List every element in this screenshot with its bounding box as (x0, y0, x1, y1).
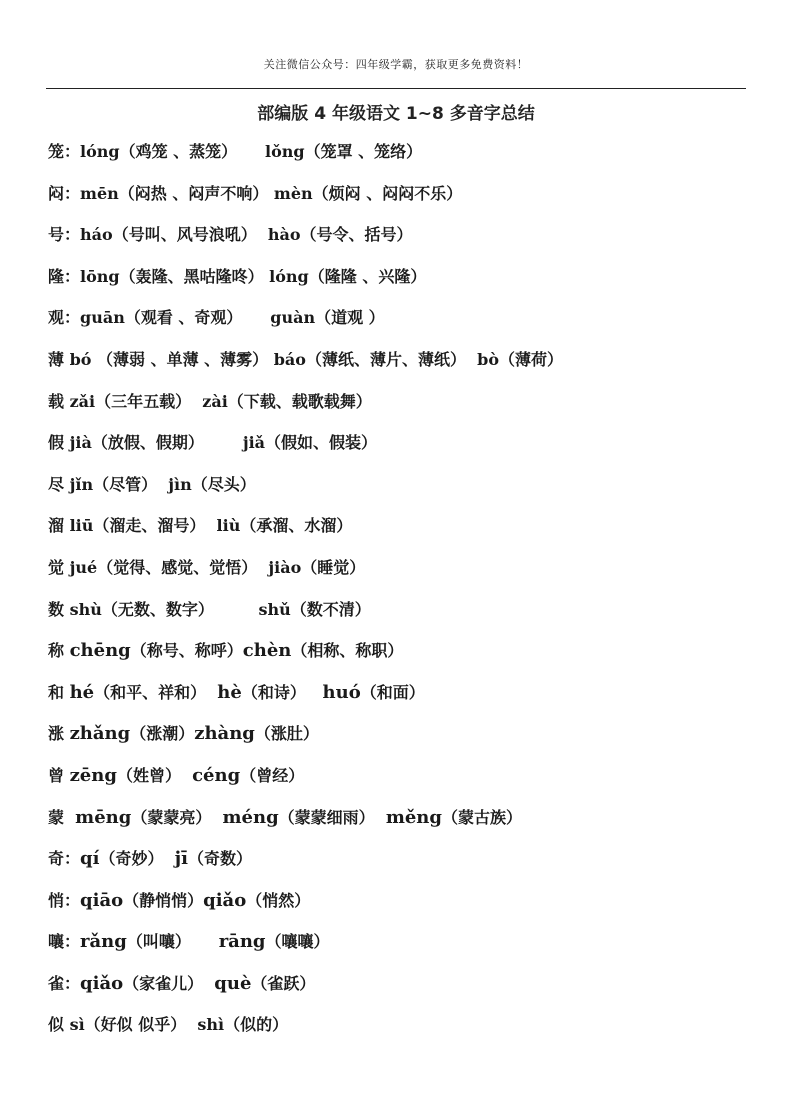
polyphone-entry (48, 763, 768, 805)
entry-text: 载 (48, 391, 70, 411)
entry-text: （无数、数字） (101, 599, 259, 619)
entry-text: （溜走、溜号） (93, 516, 217, 536)
entry-text: （鸡笼 、蒸笼） (119, 142, 266, 161)
entry-text: 隆： (48, 266, 81, 286)
polyphone-entry (48, 555, 768, 597)
entry-text: （蒙蒙亮） (131, 807, 223, 827)
pinyin-reading: měng (385, 806, 442, 828)
polyphone-entry (48, 472, 768, 514)
entry-text: （号令、括号） (300, 225, 413, 245)
entry-text: 笼： (48, 142, 81, 161)
pinyin-reading: lóng (80, 142, 120, 161)
entry-text: 尽 (48, 474, 70, 494)
pinyin-reading: bó (69, 349, 92, 369)
entry-text: （三年五载） (95, 391, 203, 411)
entry-text: （薄弱 、单薄 、薄雾） (91, 349, 274, 369)
polyphone-entry (48, 929, 768, 971)
polyphone-entry (48, 1012, 768, 1054)
entry-text: 嚷： (48, 932, 81, 952)
entry-text: （承溜、水溜） (240, 516, 353, 536)
pinyin-reading: qí (80, 848, 100, 870)
entry-text: （静悄悄） (123, 890, 204, 910)
entry-text: （和平、祥和） (94, 682, 218, 702)
pinyin-reading: jué (69, 557, 98, 577)
pinyin-reading: lǒng (265, 142, 305, 161)
pinyin-reading: jiào (268, 557, 302, 577)
entry-text: （烦闷 、闷闷不乐） (312, 183, 463, 203)
entry-text: （道观 ） (315, 308, 385, 328)
entry-text: （轰隆、黑咕隆咚） (119, 266, 270, 286)
polyphone-list (48, 139, 768, 1054)
header-divider (46, 88, 746, 89)
entry-text: （叫嚷） (126, 932, 219, 952)
pinyin-reading: chèn (242, 640, 292, 662)
pinyin-reading: céng (192, 764, 241, 786)
entry-text: 薄 (48, 349, 70, 369)
entry-text: （闷热 、闷声不响） (118, 183, 274, 203)
entry-text: （称号、称呼） (130, 641, 243, 661)
pinyin-reading: zài (202, 391, 228, 411)
polyphone-entry (48, 389, 768, 431)
pinyin-reading: mēn (80, 183, 119, 203)
pinyin-reading: lōng (80, 266, 120, 286)
polyphone-entry (48, 264, 768, 306)
entry-text: （悄然） (246, 890, 311, 910)
polyphone-entry (48, 638, 768, 680)
polyphone-entry (48, 513, 768, 555)
pinyin-reading: chēng (69, 640, 131, 662)
pinyin-reading: shì (197, 1015, 225, 1035)
polyphone-entry (48, 347, 768, 389)
entry-text: （薄荷） (498, 349, 563, 369)
entry-text: （假如、假装） (265, 433, 378, 453)
pinyin-reading: mèn (273, 183, 313, 203)
pinyin-reading: liù (216, 516, 241, 536)
pinyin-reading: jǐn (69, 474, 94, 494)
entry-text: （和诗） (241, 682, 323, 702)
pinyin-reading: què (214, 972, 252, 994)
pinyin-reading: báo (273, 349, 306, 369)
entry-text: （蒙古族） (441, 807, 522, 827)
entry-text: （蒙蒙细雨） (278, 807, 386, 827)
entry-text: 数 (48, 599, 70, 619)
entry-text: 闷： (48, 183, 81, 203)
entry-text: 溜 (48, 516, 70, 536)
pinyin-reading: zǎi (69, 391, 96, 411)
polyphone-entry (48, 805, 768, 847)
entry-text: 称 (48, 641, 70, 661)
entry-text: （奇妙） (99, 849, 175, 869)
entry-text: （觉得、感觉、觉悟） (97, 557, 269, 577)
pinyin-reading: mēng (75, 806, 132, 828)
entry-text: （嚷嚷） (265, 932, 330, 952)
entry-text: （相称、称职） (291, 641, 404, 661)
entry-text: 觉 (48, 557, 70, 577)
header-note: 关注微信公众号：四年级学霸，获取更多免费资料！ (263, 58, 529, 71)
polyphone-entry (48, 721, 768, 763)
pinyin-reading: bò (477, 349, 499, 369)
polyphone-entry (48, 680, 768, 722)
pinyin-reading: guàn (270, 308, 316, 328)
entry-text: （睡觉） (301, 557, 366, 577)
entry-text: （隆隆 、兴隆） (308, 266, 427, 286)
pinyin-reading: qiǎo (203, 889, 247, 911)
polyphone-entry (48, 222, 768, 264)
pinyin-reading: zēng (69, 764, 117, 786)
entry-text: （和面） (360, 682, 425, 702)
pinyin-reading: rǎng (80, 931, 127, 953)
entry-text: （涨肚） (254, 724, 319, 744)
pinyin-reading: sì (69, 1015, 85, 1035)
entry-text: （家雀儿） (123, 973, 215, 993)
pinyin-reading: qiǎo (80, 972, 124, 994)
pinyin-reading: shǔ (258, 599, 291, 619)
polyphone-entry (48, 305, 768, 347)
pinyin-reading: zhǎng (69, 723, 131, 745)
polyphone-entry (48, 181, 768, 223)
pinyin-reading: liū (69, 516, 94, 536)
entry-text: 似 (48, 1015, 70, 1035)
entry-text: 涨 (48, 724, 70, 744)
pinyin-reading: huó (322, 681, 361, 703)
polyphone-entry (48, 430, 768, 472)
entry-text: 奇： (48, 849, 81, 869)
pinyin-reading: háo (80, 225, 113, 245)
pinyin-reading: rāng (218, 931, 266, 953)
pinyin-reading: jìn (168, 474, 192, 494)
entry-text: （下载、载歌载舞） (227, 391, 372, 411)
entry-text: 悄： (48, 890, 81, 910)
polyphone-entry (48, 597, 768, 639)
entry-text: （观看 、奇观） (124, 308, 271, 328)
entry-text: 号： (48, 225, 81, 245)
pinyin-reading: hào (267, 225, 301, 245)
polyphone-entry (48, 888, 768, 930)
document-title: 部编版 4 年级语文 1~8 多音字总结 (257, 104, 535, 124)
entry-text: （似的） (224, 1015, 289, 1035)
pinyin-reading: hé (69, 681, 95, 703)
entry-text: 雀： (48, 973, 81, 993)
pinyin-reading: méng (222, 806, 279, 828)
pinyin-reading: hè (217, 681, 242, 703)
entry-text: 蒙 (48, 807, 76, 827)
entry-text: 曾 (48, 765, 70, 785)
entry-text: （号叫、风号浪吼） (112, 225, 268, 245)
entry-text: （数不清） (290, 599, 371, 619)
entry-text: 观： (48, 308, 81, 328)
pinyin-reading: jià (69, 433, 92, 453)
pinyin-reading: zhàng (194, 723, 255, 745)
pinyin-reading: lóng (269, 266, 309, 286)
entry-text: （笼罩 、笼络） (304, 142, 423, 161)
entry-text: （奇数） (187, 849, 252, 869)
polyphone-entry (48, 846, 768, 888)
polyphone-entry (48, 139, 768, 181)
entry-text: （涨潮） (130, 724, 195, 744)
entry-text: （曾经） (240, 765, 305, 785)
entry-text: （姓曾） (116, 765, 193, 785)
pinyin-reading: shù (69, 599, 102, 619)
entry-text: （尽头） (191, 474, 256, 494)
entry-text: （尽管） (93, 474, 169, 494)
pinyin-reading: guān (80, 308, 125, 328)
entry-text: （雀跃） (251, 973, 316, 993)
pinyin-reading: qiāo (80, 889, 124, 911)
entry-text: 假 (48, 433, 70, 453)
pinyin-reading: jiǎ (242, 433, 266, 453)
polyphone-entry (48, 971, 768, 1013)
entry-text: （放假、假期） (91, 433, 243, 453)
pinyin-reading: jī (174, 848, 188, 870)
entry-text: 和 (48, 682, 70, 702)
entry-text: （薄纸、薄片、薄纸） (305, 349, 478, 369)
entry-text: （好似 似乎） (84, 1015, 198, 1035)
